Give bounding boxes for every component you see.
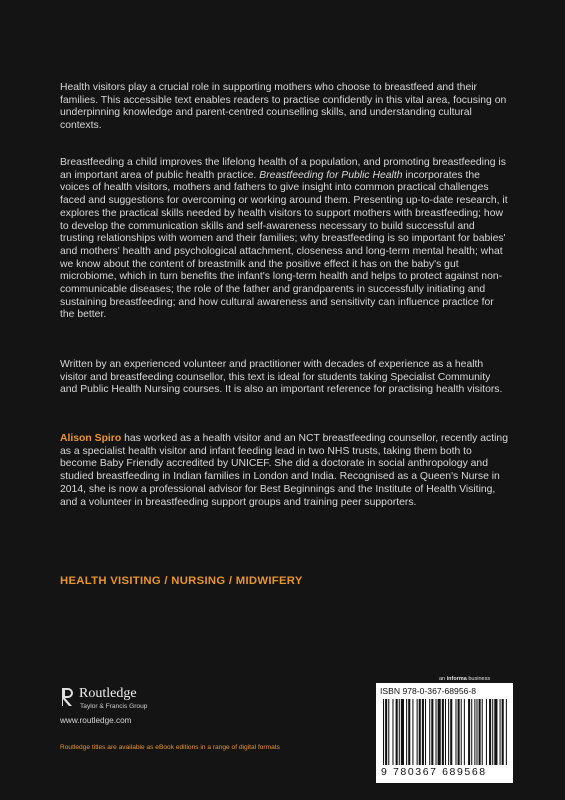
publisher-group: Taylor & Francis Group	[80, 703, 148, 710]
barcode-bar	[464, 699, 465, 765]
barcode-bar	[494, 699, 497, 765]
barcode-bar	[383, 699, 384, 765]
barcode-bar	[476, 699, 477, 765]
barcode-bar	[392, 699, 393, 765]
barcode-bar	[396, 699, 398, 765]
subject-categories: HEALTH VISITING / NURSING / MIDWIFERY	[60, 575, 303, 587]
barcode-digits: 9 780367 689568	[381, 766, 487, 778]
barcode-bar	[492, 699, 493, 765]
author-bio	[60, 433, 508, 509]
barcode-bar	[445, 699, 446, 765]
barcode-bar	[385, 699, 387, 765]
informa-prefix: an	[439, 676, 447, 682]
publisher-name: Routledge	[79, 686, 137, 701]
barcode-bar	[474, 699, 475, 765]
barcode-bar	[482, 699, 483, 765]
barcode-bar	[431, 699, 433, 765]
routledge-r-logo-icon	[60, 686, 76, 708]
barcode-bar	[429, 699, 430, 765]
barcode-bar	[450, 699, 452, 765]
book-title-italic: Breastfeeding for Public Health	[259, 169, 403, 181]
isbn-barcode	[383, 699, 509, 765]
barcode-bar	[486, 699, 487, 765]
barcode-bar	[388, 699, 389, 765]
isbn-label: ISBN 978-0-367-68956-8	[380, 686, 477, 696]
barcode-bar	[448, 699, 449, 765]
barcode-bar	[468, 699, 470, 765]
barcode-bar	[438, 699, 441, 765]
barcode-bar	[442, 699, 444, 765]
paragraph-2-intro: Breastfeeding a child improves the lifelong health of a population, and promoting breastfeeding is an important area of public health practice.	[60, 157, 506, 181]
author-name: Alison Spiro	[60, 433, 122, 444]
barcode-bar	[425, 699, 426, 765]
barcode-bar	[412, 699, 413, 765]
barcode-bar	[419, 699, 421, 765]
barcode-bar	[436, 699, 437, 765]
barcode-bar	[489, 699, 491, 765]
publisher-website[interactable]: www.routledge.com	[60, 716, 132, 725]
barcode-bar	[506, 699, 507, 765]
description-paragraph-1: Health visitors play a crucial role in supporting mothers who choose to breastfeed and their families. This accessible text enables readers to practise confidently in this vital area, focusing on underpinning knowledge and parent-centred counselling skills, and understanding cultural contexts.	[60, 82, 507, 132]
barcode-bar	[461, 699, 462, 765]
barcode-bar	[458, 699, 460, 765]
paragraph-2-body: incorporates the voices of health visitors, mothers and fathers to give insight into common practical challenges faced and suggestions for overcoming or working around them. Presenting up-to-date research, it explores the practical skills needed by health visitors to support mothers with breastfeeding; how to develop the communication skills and self-awareness necessary to build successful and trusting relationships with women and their families; why breastfeeding is so important for babies' and mothers' health and psychological attachment, closeness and long-term mental health; what we know about the content of breastmilk and the positive effect it has on the baby's gut microbiome, which in turn benefits the infant's long-term health and helps to protect against non-communicable diseases; the role of the father and grandparents in successfully initiating and sustaining breastfeeding; and how cultural awareness and sensitivity can influence practice for the better.	[60, 169, 508, 321]
barcode-bar	[500, 699, 501, 765]
description-paragraph-2	[60, 157, 508, 322]
informa-suffix: business	[466, 676, 491, 682]
barcode-bar	[408, 699, 410, 765]
barcode-bar	[417, 699, 418, 765]
informa-tagline	[439, 676, 490, 682]
ebook-note: Routledge titles are available as eBook editions in a range of digital formats	[60, 744, 280, 751]
barcode-bar	[399, 699, 400, 765]
barcode-bar	[502, 699, 504, 765]
description-paragraph-3: Written by an experienced volunteer and practitioner with decades of experience as a health visitor and breastfeeding counsellor, this text is ideal for students taking Specialist Community and Public Health Nursing courses. It is also an important reference for practising health visitors.	[60, 359, 503, 396]
barcode-bar	[471, 699, 472, 765]
barcode-bar	[455, 699, 456, 765]
barcode-bar	[479, 699, 481, 765]
barcode-bar	[401, 699, 404, 765]
informa-brand: informa	[446, 676, 467, 682]
author-bio-text: has worked as a health visitor and an NCT breastfeeding counsellor, recently acting as a specialist health visitor and infant feeding lead in two NHS trusts, taking them both to become Baby Friendly accredited by UNICEF. She did a doctorate in social anthropology and studied breastfeeding in Indian families in London and India. Recognised as a Queen's Nurse in 2014, she is now a professional advisor for Best Beginnings and the Institute of Health Visiting, and a volunteer in breastfeeding support groups and training peer supporters.	[60, 433, 508, 508]
barcode-bar	[422, 699, 424, 765]
barcode-bar	[406, 699, 407, 765]
